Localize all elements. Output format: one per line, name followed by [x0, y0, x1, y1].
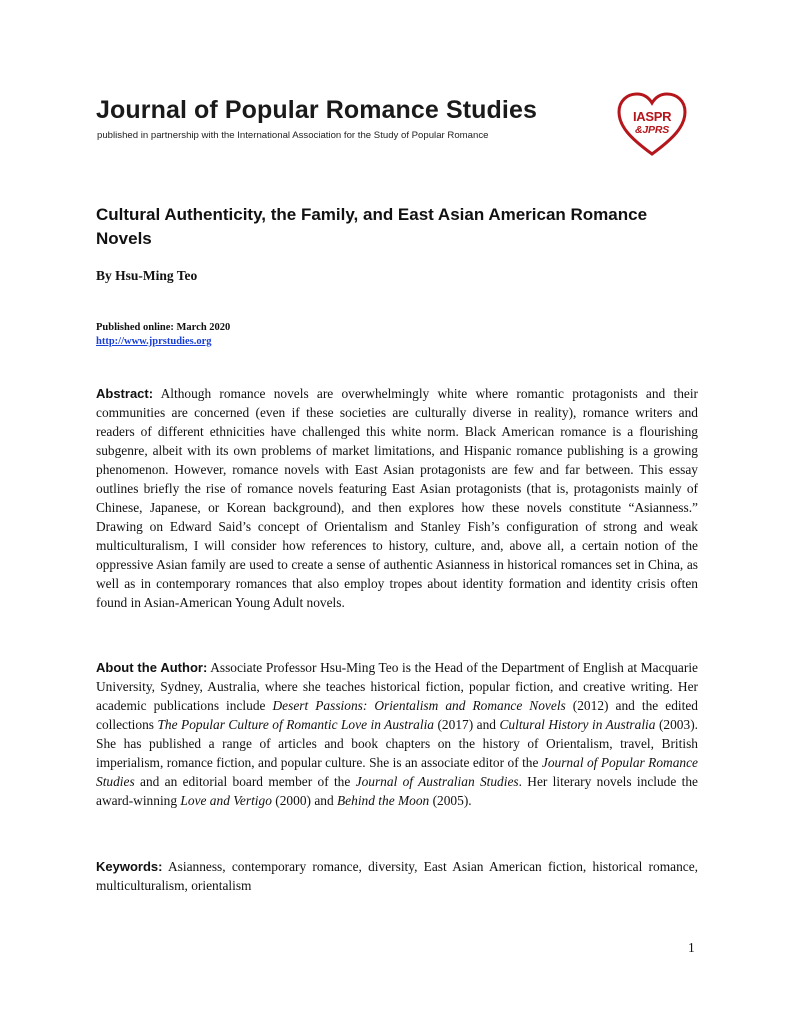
- logo-text-jprs: &JPRS: [635, 124, 670, 136]
- about-author-label: About the Author:: [96, 660, 208, 675]
- novel-title: Behind the Moon: [337, 793, 430, 808]
- about-text: Associate Professor Hsu-Ming Teo is the Head of the Department of English at Macquarie University, Sydney, Australia, where she teaches historical fiction, popular fiction, and creative writing. Her academic publications include: [96, 660, 698, 713]
- journal-subtitle: published in partnership with the International Association for the Study of Popular Romance: [97, 130, 489, 141]
- book-title: Desert Passions: Orientalism and Romance Novels: [272, 698, 566, 713]
- abstract-paragraph: [96, 384, 698, 612]
- novel-title: Love and Vertigo: [180, 793, 272, 808]
- about-text: (2005).: [429, 793, 472, 808]
- about-text: . Her literary novels include the award-winning: [96, 774, 698, 808]
- keywords-paragraph: [96, 857, 698, 895]
- about-author-paragraph: [96, 658, 698, 810]
- book-title: Cultural History in Australia: [499, 717, 656, 732]
- keywords-text: Asianness, contemporary romance, diversity, East Asian American fiction, historical romance, multiculturalism, orientalism: [96, 859, 699, 893]
- publication-date: Published online: March 2020: [96, 322, 231, 333]
- abstract-label: Abstract:: [96, 386, 154, 401]
- author-byline: By Hsu-Ming Teo: [96, 268, 198, 283]
- about-text: (2003). She has published a range of articles and book chapters on the history of Orientalism, travel, British imperialism, romance fiction, and popular culture. She is an associate editor of the: [96, 717, 699, 770]
- article-title: Cultural Authenticity, the Family, and East Asian American Romance Novels: [96, 205, 648, 248]
- book-title: The Popular Culture of Romantic Love in Australia: [157, 717, 434, 732]
- about-text: (2000) and: [271, 793, 337, 808]
- journal-name: Journal of Australian Studies: [355, 774, 519, 789]
- iaspr-logo: [616, 92, 688, 158]
- about-text: (2012) and the edited collections: [96, 698, 698, 732]
- abstract-text: Although romance novels are overwhelmingly white where romantic protagonists and their communities are concerned (even if these societies are culturally diverse in reality), romance writers and readers of different ethnicities have challenged this white norm. Black American romance is a flourishing subgenre, albeit with its own problems of market limitations, and Hispanic romance publishing is a growing phenomenon. However, romance novels with East Asian protagonists are few and far between. This essay outlines briefly the rise of romance novels featuring East Asian protagonists (that is, protagonists mainly of Chinese, Japanese, or Korean background), and then explores how these novels constitute “Asianness.” Drawing on Edward Said’s concept of Orientalism and Stanley Fish’s configuration of strong and weak multiculturalism, I will consider how references to history, culture, and, above all, a certain notion of the oppressive Asian family are used to create a sense of authentic Asianness in historical romances set in China, as well as in contemporary romances that also employ tropes about identity formation and identity crisis often found in Asian-American Young Adult novels.: [96, 386, 699, 610]
- keywords-label: Keywords:: [96, 859, 163, 874]
- journal-name: Journal of Popular Romance Studies: [96, 755, 698, 789]
- about-text: and an editorial board member of the: [134, 774, 356, 789]
- page-number: 1: [688, 940, 695, 955]
- about-text: (2017) and: [434, 717, 500, 732]
- logo-text-iaspr: IASPR: [633, 109, 672, 124]
- journal-title: Journal of Popular Romance Studies: [96, 96, 537, 124]
- journal-link[interactable]: http://www.jprstudies.org: [96, 336, 212, 347]
